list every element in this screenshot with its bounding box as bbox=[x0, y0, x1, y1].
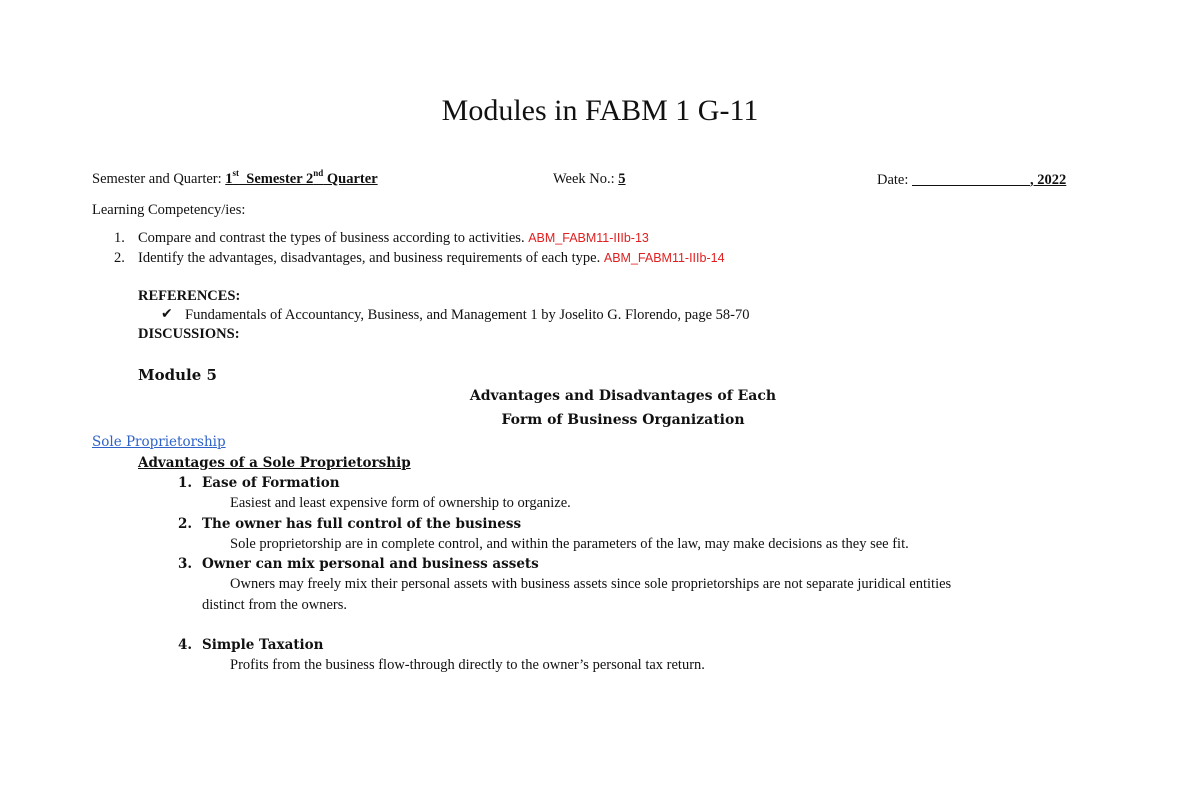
competency-heading: Learning Competency/ies: bbox=[92, 202, 246, 218]
date-field bbox=[877, 171, 1066, 189]
advantage-item-num: 4. bbox=[178, 637, 193, 653]
module-heading-line2: Form of Business Organization bbox=[501, 412, 745, 428]
advantage-item-desc-cont: distinct from the owners. bbox=[202, 597, 347, 613]
semester-value: 1st Semester 2nd Quarter bbox=[225, 168, 378, 187]
advantage-item-title: Owner can mix personal and business assets bbox=[202, 556, 539, 572]
module-heading-line1: Advantages and Disadvantages of Each bbox=[469, 388, 777, 404]
week-value: 5 bbox=[618, 171, 626, 187]
week-label: Week No.: bbox=[553, 171, 619, 187]
references-heading: REFERENCES: bbox=[138, 288, 241, 304]
advantage-item-num: 3. bbox=[178, 556, 193, 572]
advantage-item-title: The owner has full control of the business bbox=[202, 516, 522, 532]
advantages-subheading: Advantages of a Sole Proprietorship bbox=[138, 455, 411, 471]
competency-item-num: 2. bbox=[114, 250, 125, 266]
semester-label: Semester and Quarter: bbox=[92, 171, 226, 187]
advantage-item-desc: Profits from the business flow-through directly to the owner’s personal tax return. bbox=[230, 657, 705, 673]
advantage-item-title: Simple Taxation bbox=[202, 637, 324, 653]
date-year: , 2022 bbox=[1030, 172, 1067, 188]
date-blank[interactable] bbox=[912, 171, 1030, 186]
advantage-item-num: 2. bbox=[178, 516, 193, 532]
advantage-item-desc: Easiest and least expensive form of ownership to organize. bbox=[230, 495, 571, 511]
competency-item-text: Compare and contrast the types of business according to activities. bbox=[138, 230, 525, 246]
week-number bbox=[553, 171, 626, 188]
discussions-heading: DISCUSSIONS: bbox=[138, 326, 240, 342]
advantage-item-desc: Owners may freely mix their personal assets with business assets since sole proprietorships are not separate juridical entities bbox=[230, 576, 952, 592]
competency-code: ABM_FABM11-IIIb-13 bbox=[528, 231, 649, 245]
competency-item-num: 1. bbox=[114, 230, 125, 246]
competency-item bbox=[138, 250, 725, 267]
reference-item: Fundamentals of Accountancy, Business, and Management 1 by Joselito G. Florendo, page 58-70 bbox=[185, 307, 750, 323]
date-label: Date: bbox=[877, 172, 913, 188]
advantage-item-num: 1. bbox=[178, 475, 193, 491]
competency-item-text: Identify the advantages, disadvantages, and business requirements of each type. bbox=[138, 250, 601, 266]
advantage-item-desc: Sole proprietorship are in complete control, and within the parameters of the law, may make decisions as they see fit. bbox=[230, 536, 909, 552]
semester-quarter bbox=[92, 168, 378, 188]
module-label: Module 5 bbox=[138, 366, 217, 384]
advantage-item-title: Ease of Formation bbox=[202, 475, 340, 491]
check-icon: ✔ bbox=[161, 306, 173, 322]
competency-item bbox=[138, 230, 649, 247]
sole-proprietorship-link[interactable]: Sole Proprietorship bbox=[92, 434, 226, 450]
page-title: Modules in FABM 1 G-11 bbox=[441, 94, 759, 127]
competency-code: ABM_FABM11-IIIb-14 bbox=[603, 251, 725, 265]
